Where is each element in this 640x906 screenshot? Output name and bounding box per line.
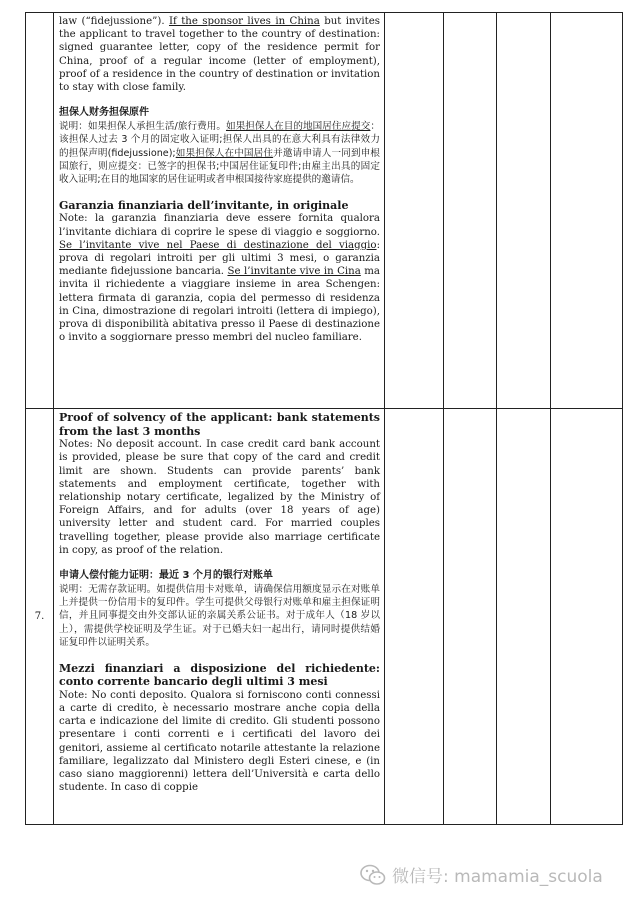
solvency-italian-text: Note: No conti deposito. Qualora si forniscono conti connessi a carte di credito, è necessario mostrare anche copia della carta e indicazione del limite di credito. Gli studenti possono presentare i conti correnti e i certificati del lavoro dei genitori, assieme al certificato notarile attestante la relazione familiare, legalizzato dal Ministero degli Esteri cinese, e (in caso siano maggiorenni) lettera dell’Università e carta dello studente. In caso di coppie xyxy=(59,689,380,794)
row-number-cell xyxy=(26,13,54,409)
sponsor-italian-heading: Garanzia finanziaria dell’invitante, in originale xyxy=(59,198,349,212)
sponsor-italian-text xyxy=(59,212,380,344)
check-cell xyxy=(497,13,551,409)
table-row xyxy=(26,409,623,825)
notes-cell xyxy=(551,409,623,825)
solvency-italian-heading: Mezzi finanziari a disposizione del richiedente: conto corrente bancario degli ultimi 3 mesi xyxy=(59,661,380,689)
notes-cell xyxy=(551,13,623,409)
text-run: 并邀请申请人一同到申根国旅行，则应提交：已签字的担保书;中国居住证复印件;由雇主出具的固定收入证明;在目的地国家的居住证明或者申根国接待家庭提供的邀请信。 xyxy=(59,147,381,186)
sponsor-chinese-heading: 担保人财务担保原件 xyxy=(59,107,149,119)
check-cell xyxy=(385,13,444,409)
requirement-cell xyxy=(54,13,385,409)
text-run: 说明：如果担保人承担生活/旅行费用。 xyxy=(59,120,226,132)
underlined-text: 如果担保人在中国居住 xyxy=(175,147,274,159)
solvency-english-text: Notes: No deposit account. In case credit card bank account is provided, please be sure that copy of the card and credit limit are shown. Students can provide parents’ bank statements and employment certificate, together with relationship notary certificate, legalized by the Ministry of Foreign Affairs, and for adults (over 18 years of age) university letter and student card. For married couples travelling together, please provide also marriage certificate in copy, as proof of the relation. xyxy=(59,439,380,556)
check-cell xyxy=(444,13,497,409)
sponsor-chinese-text xyxy=(59,120,380,187)
underlined-text: Se l’invitante vive nel Paese di destinazione del viaggio xyxy=(59,239,377,251)
check-cell xyxy=(497,409,551,825)
watermark-label: 微信号: mamamia_scuola xyxy=(392,867,603,887)
solvency-chinese-text: 说明：无需存款证明。如提供信用卡对账单，请确保信用额度显示在对账单上并提供一份信用卡的复印件。学生可提供父母银行对账单和雇主担保证明信，并且同事提交由外交部认证的亲属关系公证书。对于成年人（18 岁以上），需提供学校证明及学生证。对于已婚夫妇一起出行，请同时提供结婚证复印件以证明关系。 xyxy=(59,583,380,649)
underlined-text: Se l’invitante vive in Cina xyxy=(227,266,361,278)
text-run: law (“fidejussione”). xyxy=(59,16,169,27)
solvency-english-heading: Proof of solvency of the applicant: bank statements from the last 3 months xyxy=(59,411,380,438)
check-cell xyxy=(385,409,444,825)
text-run: : prova di regolari introiti per gli ultimi 3 mesi, o garanzia mediante fidejussione bancaria. xyxy=(59,239,380,278)
text-run: but invites the applicant to travel together to the country of destination: signed guarantee letter, copy of the residence permit for China, proof of a regular income (letter of employment), proof of a residence in the country of destination or invitation to stay with close family. xyxy=(59,16,380,94)
requirements-table xyxy=(25,12,623,825)
underlined-text: If the sponsor lives in China xyxy=(168,16,320,27)
wechat-watermark xyxy=(360,862,603,887)
check-cell xyxy=(444,409,497,825)
solvency-chinese-heading: 申请人偿付能力证明：最近 3 个月的银行对账单 xyxy=(59,570,273,582)
row-number: 7. xyxy=(26,409,54,825)
text-run: ：该担保人过去 3 个月的固定收入证明;担保人出具的在意大利具有法律效力的担保声明(fidejussione); xyxy=(59,120,381,159)
requirement-cell xyxy=(54,409,385,825)
wechat-icon xyxy=(360,864,386,886)
underlined-text: 如果担保人在目的地国居住应提交 xyxy=(225,120,371,132)
text-run: ma invita il richiedente a viaggiare insieme in area Schengen: lettera firmata di garanzia, copia del permesso di residenza in Cina, dimostrazione di regolari introiti (lettera di impiego), prova di disponibilità abitativa presso il Paese di destinazione o invito a soggiornare presso membri del nucleo familiare. xyxy=(59,266,381,344)
text-run: Note: la garanzia finanziaria deve essere fornita qualora l’invitante dichiara di coprire le spese di viaggio e soggiorno. xyxy=(59,213,380,238)
table-row xyxy=(26,13,623,409)
sponsor-english-text xyxy=(59,15,380,94)
